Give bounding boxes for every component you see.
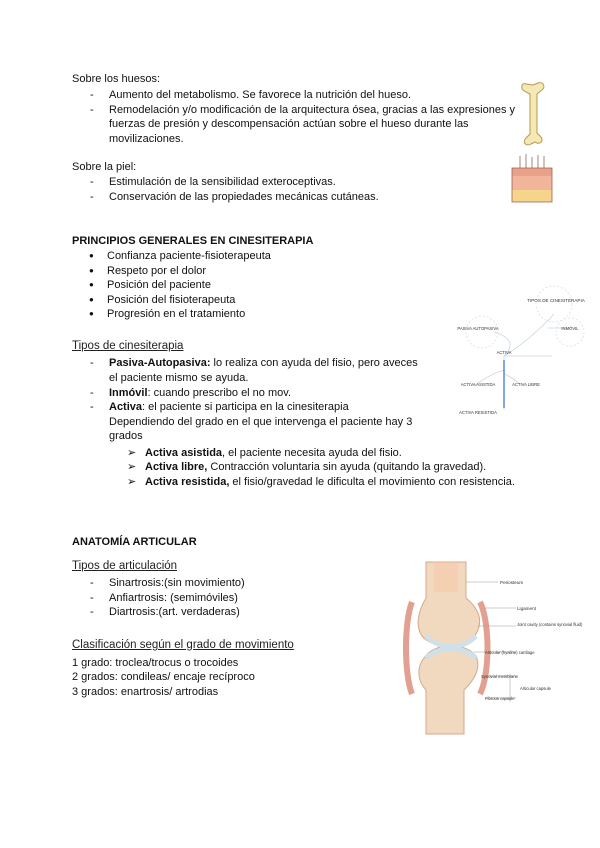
piel-heading: Sobre la piel: bbox=[72, 161, 137, 173]
tipo-pasiva-text: lo realiza con ayuda del fisio, pero aveces bbox=[210, 357, 418, 369]
diagram-root: TIPOS DE CINESITERAPIA bbox=[527, 298, 585, 303]
tipo-activa-cont: grados bbox=[109, 430, 143, 442]
tipos-heading: Tipos de cinesiterapia bbox=[72, 340, 184, 352]
subtipo-text: el fisio/gravedad le dificulta el movimiento con resistencia. bbox=[229, 476, 515, 488]
tipo-activa-term: Activa bbox=[109, 401, 143, 413]
diagram-asistida: ACTIVA ASISTIDA bbox=[460, 382, 496, 387]
skin-image bbox=[508, 152, 556, 208]
subtipo-item bbox=[145, 460, 486, 474]
diagram-pasiva: PASIVA AUTOPASIVA bbox=[457, 326, 499, 331]
cinesiterapia-diagram bbox=[457, 290, 590, 435]
huesos-item: - Aumento del metabolismo. Se favorece la nutrición del hueso. bbox=[109, 88, 411, 102]
label-periosteum: Periosteum bbox=[500, 580, 524, 585]
principios-heading: PRINCIPIOS GENERALES EN CINESITERAPIA bbox=[72, 235, 314, 247]
tipo-pasiva bbox=[109, 356, 418, 370]
tipo-activa-text: : el paciente si participa en la cinesiterapia bbox=[142, 401, 349, 413]
huesos-item-cont: movilizaciones. bbox=[109, 133, 184, 145]
principio-item: ● Progresión en el tratamiento bbox=[107, 307, 245, 321]
label-cartilage: Articular (hyaline) cartilage bbox=[485, 650, 535, 655]
subtipo-item bbox=[145, 475, 515, 489]
subtipo-term: Activa asistida bbox=[145, 447, 223, 459]
tipo-inmovil bbox=[109, 386, 291, 400]
label-fibrous: Fibrous capsule bbox=[485, 696, 515, 701]
label-capsule: Articular capsule bbox=[520, 686, 551, 691]
articulacion-item: - Anfiartrosis: (semimóviles) bbox=[109, 591, 238, 605]
diagram-libre: ACTIVA LIBRE bbox=[512, 382, 540, 387]
principio-item: ● Posición del paciente bbox=[107, 278, 211, 292]
bone-image bbox=[518, 80, 548, 148]
articulacion-item: - Sinartrosis:(sin movimiento) bbox=[109, 576, 245, 590]
clasificacion-heading: Clasificación según el grado de movimiento bbox=[72, 639, 294, 651]
diagram-activa: ACTIVA bbox=[496, 350, 512, 355]
subtipo-item bbox=[145, 446, 402, 460]
subtipo-text: , el paciente necesita ayuda del fisio. bbox=[222, 447, 402, 459]
tipo-pasiva-term: Pasiva-Autopasiva: bbox=[109, 357, 211, 369]
huesos-heading: Sobre los huesos: bbox=[72, 73, 161, 85]
label-ligament: Ligament bbox=[517, 606, 536, 611]
grado-item: 1 grado: troclea/trocus o trocoides bbox=[72, 657, 239, 669]
diagram-resistida: ACTIVA RESISTIDA bbox=[459, 410, 497, 415]
label-cavity: Joint cavity (contains synovial fluid) bbox=[517, 622, 583, 627]
piel-item: - Estimulación de la sensibilidad exteroceptivas. bbox=[109, 175, 336, 189]
tipo-activa bbox=[109, 400, 349, 414]
principio-item: ● Confianza paciente-fisioterapeuta bbox=[107, 249, 271, 263]
joint-diagram bbox=[404, 562, 583, 734]
huesos-item: - Remodelación y/o modificación de la arquitectura ósea, gracias a las expresiones y bbox=[109, 103, 515, 117]
tipo-inmovil-term: Inmóvil bbox=[109, 387, 148, 399]
tipos-articulacion-heading: Tipos de articulación bbox=[72, 560, 178, 572]
anatomia-heading: ANATOMÍA ARTICULAR bbox=[72, 536, 197, 548]
subtipo-text: Contracción voluntaria sin ayuda (quitando la gravedad). bbox=[207, 461, 487, 473]
tipo-inmovil-text: : cuando prescribo el no mov. bbox=[147, 387, 291, 399]
principio-item: ● Respeto por el dolor bbox=[107, 264, 206, 278]
diagram-inmovil: INMÓVIL bbox=[561, 326, 579, 331]
subtipo-term: Activa libre, bbox=[145, 461, 208, 473]
subtipo-term: Activa resistida, bbox=[145, 476, 230, 488]
tipo-pasiva-cont: el paciente mismo se ayuda. bbox=[109, 372, 249, 384]
label-synovial: Synovial membrane bbox=[481, 674, 519, 679]
grado-item: 3 grados: enartrosis/ artrodias bbox=[72, 686, 219, 698]
articulacion-item: - Diartrosis:(art. verdaderas) bbox=[109, 605, 240, 619]
piel-item: - Conservación de las propiedades mecánicas cutáneas. bbox=[109, 190, 379, 204]
huesos-item-cont: fuerzas de presión y descompensación actúan sobre el hueso durante las bbox=[109, 118, 469, 130]
grado-item: 2 grados: condileas/ encaje recíproco bbox=[72, 671, 255, 683]
principio-item: ● Posición del fisioterapeuta bbox=[107, 293, 235, 307]
tipo-activa-cont: Dependiendo del grado en el que intervenga el paciente hay 3 bbox=[109, 416, 413, 428]
